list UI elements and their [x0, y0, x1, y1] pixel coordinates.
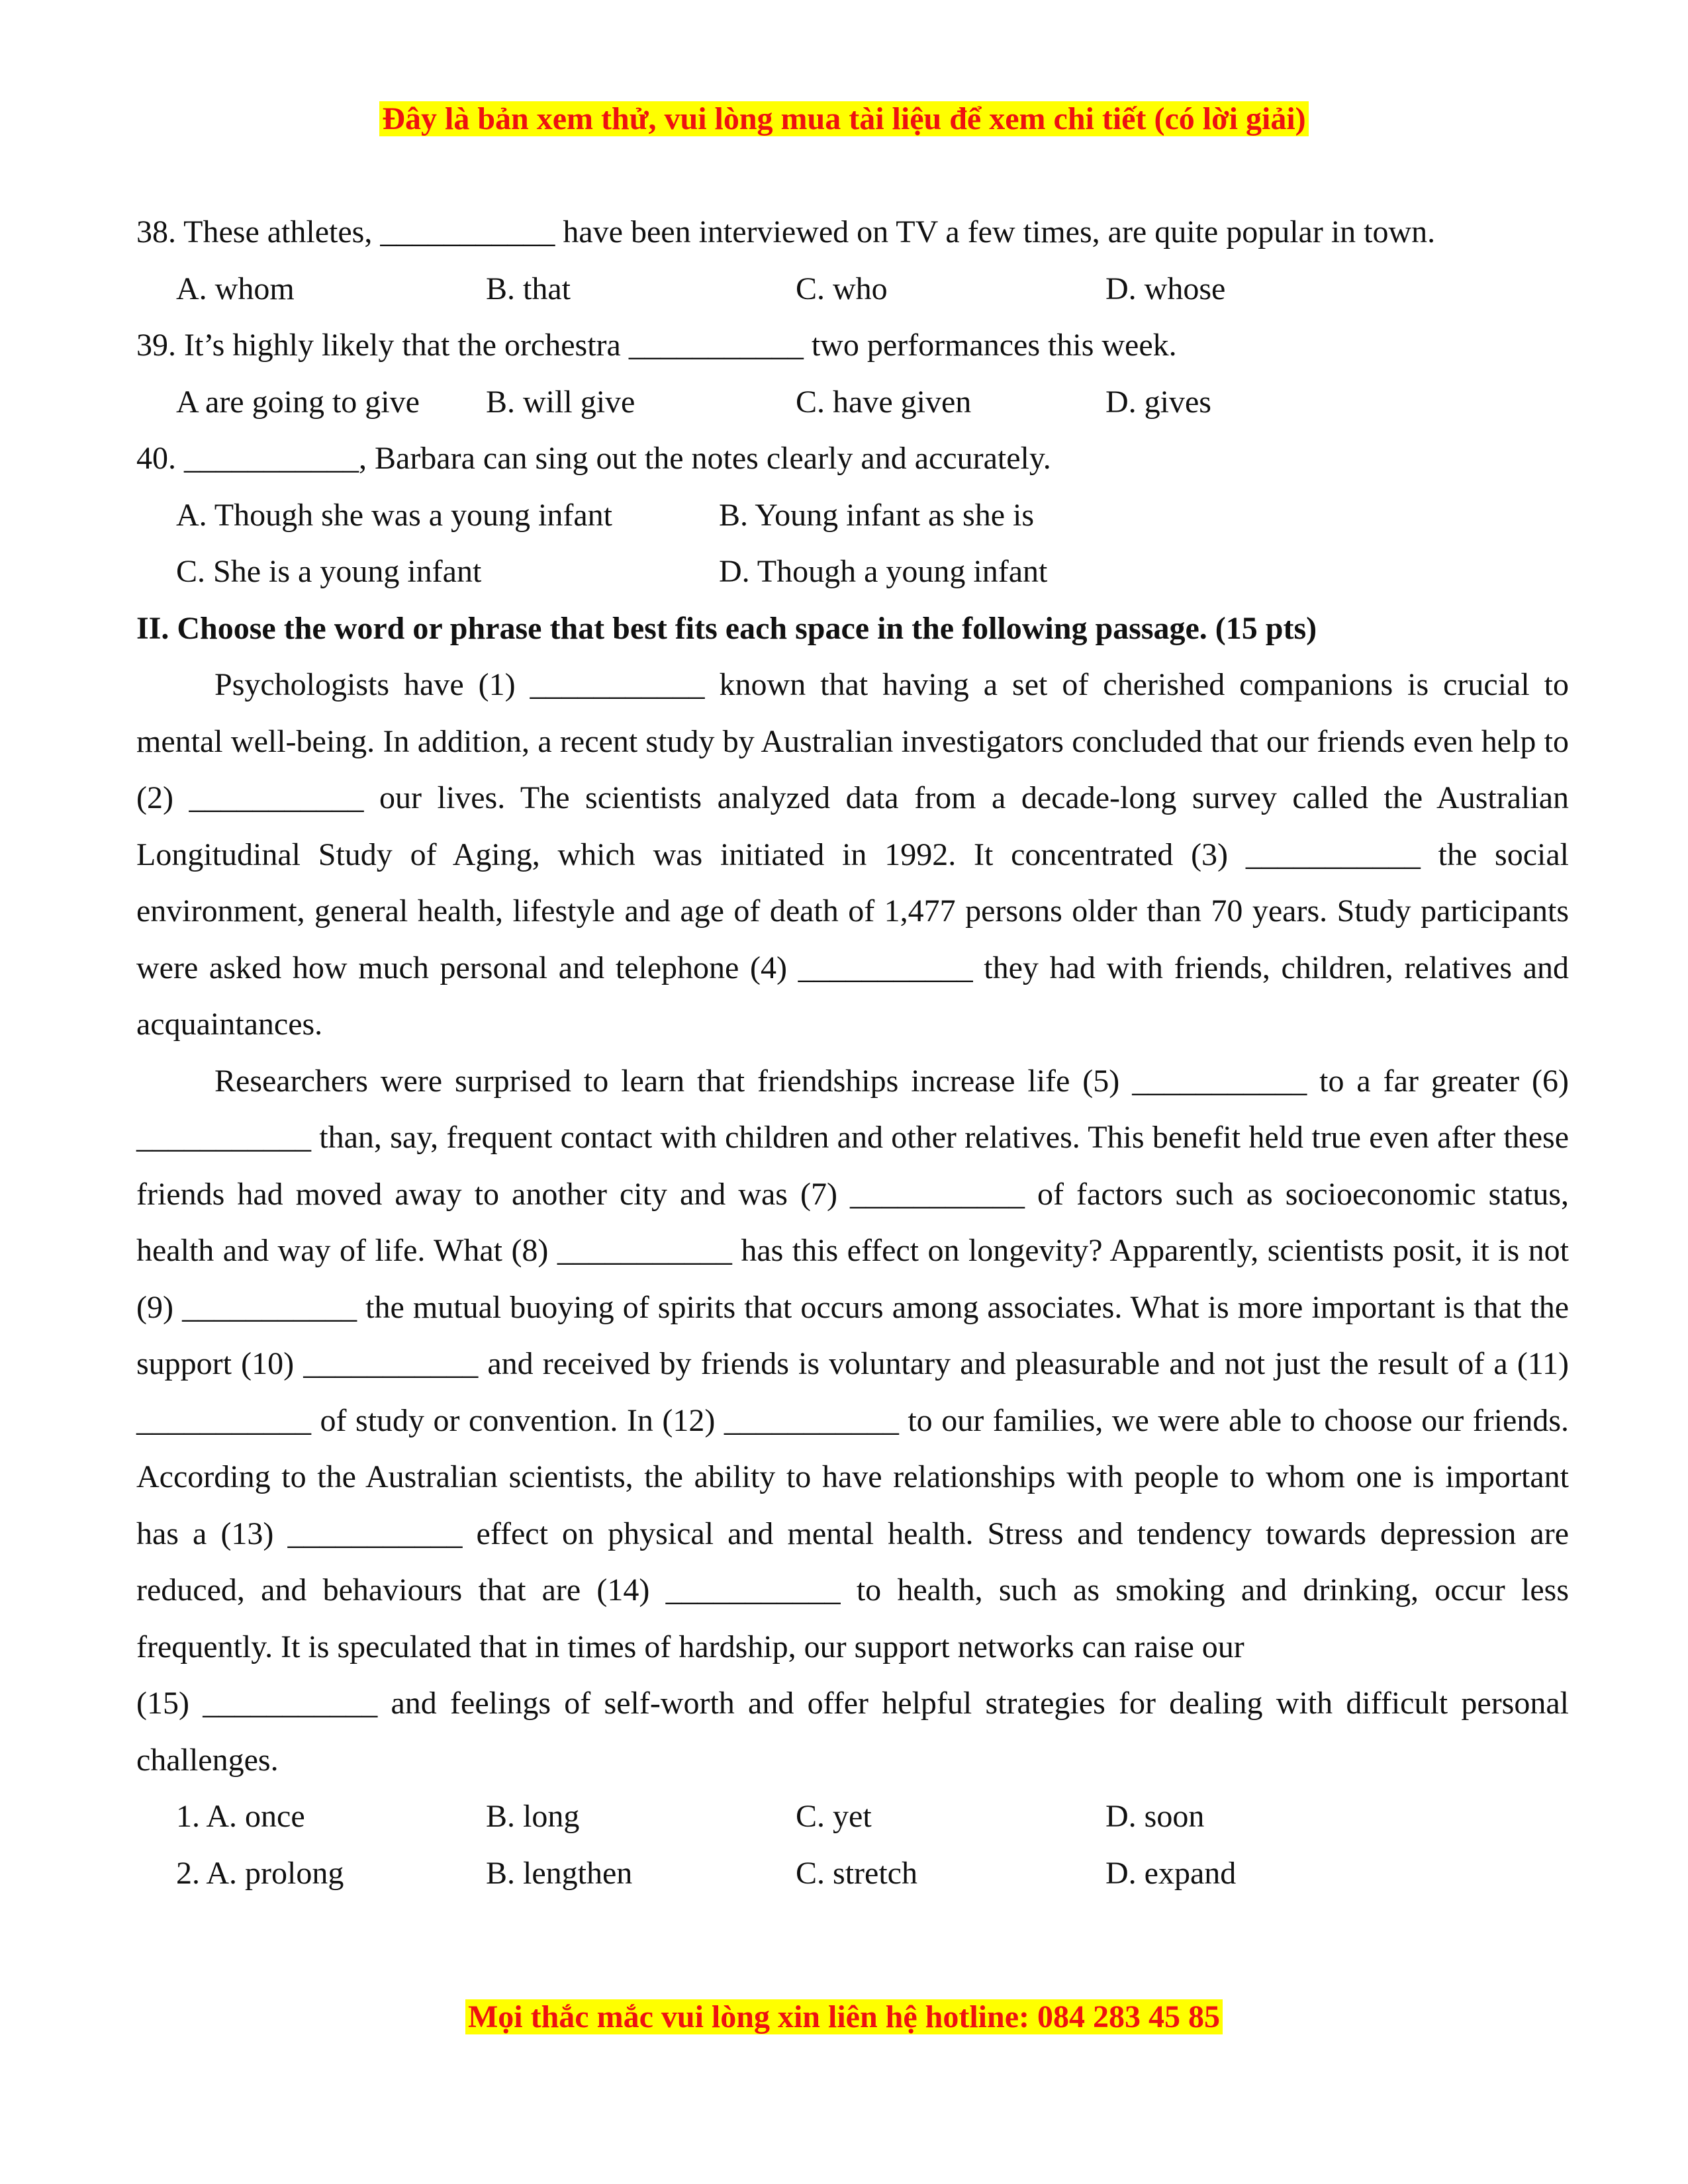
option-b: B. long [486, 1799, 580, 1834]
answer-2-options [136, 1845, 1569, 1902]
passage-paragraph-1: Psychologists have (1) ___________ known that having a set of cherished companions is crucial to mental well-being. In addition, a recent study by Australian investigators concluded that our friends even help to (2) ___________ our lives. The scientists analyzed data from a decade-long survey called the Australian Longitudinal Study of Aging, which was initiated in 1992. It concentrated (3) ___________ the social environment, general health, lifestyle and age of death of 1,477 persons older than 70 years. Study participants were asked how much personal and telephone (4) ___________ they had with friends, children, relatives and acquaintances. [136, 667, 1569, 1042]
question-38-options [136, 261, 1569, 318]
option-a: 1. A. once [176, 1799, 305, 1834]
passage-paragraph-2: Researchers were surprised to learn that friendships increase life (5) ___________ to a far greater (6) ___________ than, say, frequent contact with children and other relatives. This benefit held true even after these friends had moved away to another city and was (7) ___________ of factors such as socioeconomic status, health and way of life. What (8) ___________ has this effect on longevity? Apparently, scientists posit, it is not (9) ___________ the mutual buoying of spirits that occurs among associates. What is more important is that the support (10) ___________ and received by friends is voluntary and pleasurable and not just the result of a (11) ___________ of study or convention. In (12) ___________ to our families, we were able to choose our friends. According to the Australian scientists, the ability to have relationships with people to whom one is important has a (13) ___________ effect on physical and mental health. Stress and tendency towards depression are reduced, and behaviours that are (14) ___________ to health, such as smoking and drinking, occur less frequently. It is speculated that in times of hardship, our support networks can raise our [136, 1063, 1569, 1664]
option-a: A are going to give [176, 384, 420, 420]
question-40-options-row1 [136, 487, 1569, 544]
option-d: D. Though a young infant [719, 554, 1048, 589]
option-a: 2. A. prolong [176, 1855, 344, 1891]
option-b: B. Young infant as she is [719, 497, 1035, 533]
option-b: B. that [486, 271, 571, 306]
option-c: C. who [796, 271, 888, 306]
option-a: A. Though she was a young infant [176, 497, 613, 533]
preview-notice-text: Đây là bản xem thử, vui lòng mua tài liệu để xem chi tiết (có lời giải) [379, 101, 1308, 136]
option-b: B. lengthen [486, 1855, 633, 1891]
question-39-options [136, 374, 1569, 431]
section-heading: II. Choose the word or phrase that best fits each space in the following passage. (15 pts) [136, 610, 1317, 646]
preview-notice-banner [0, 101, 1688, 138]
hotline-notice-text: Mọi thắc mắc vui lòng xin liên hệ hotline: 084 283 45 85 [465, 1999, 1223, 2034]
option-b: B. will give [486, 384, 635, 420]
option-d: D. gives [1105, 384, 1211, 420]
option-d: D. soon [1105, 1799, 1205, 1834]
document-body [136, 204, 1569, 1901]
question-38-text: 38. These athletes, ___________ have been interviewed on TV a few times, are quite popular in town. [136, 214, 1436, 250]
option-c: C. have given [796, 384, 972, 420]
answer-1-options [136, 1788, 1569, 1845]
option-c: C. yet [796, 1799, 872, 1834]
option-c: C. stretch [796, 1855, 917, 1891]
option-a: A. whom [176, 271, 295, 306]
passage-paragraph-3: (15) ___________ and feelings of self-worth and offer helpful strategies for dealing with difficult personal challenges. [136, 1686, 1569, 1778]
option-d: D. whose [1105, 271, 1226, 306]
question-40-text: 40. ___________, Barbara can sing out the notes clearly and accurately. [136, 441, 1051, 476]
hotline-notice-banner [0, 1999, 1688, 2036]
question-40-options-row2 [136, 543, 1569, 600]
option-d: D. expand [1105, 1855, 1237, 1891]
question-39-text: 39. It’s highly likely that the orchestra ___________ two performances this week. [136, 328, 1177, 363]
option-c: C. She is a young infant [176, 554, 482, 589]
